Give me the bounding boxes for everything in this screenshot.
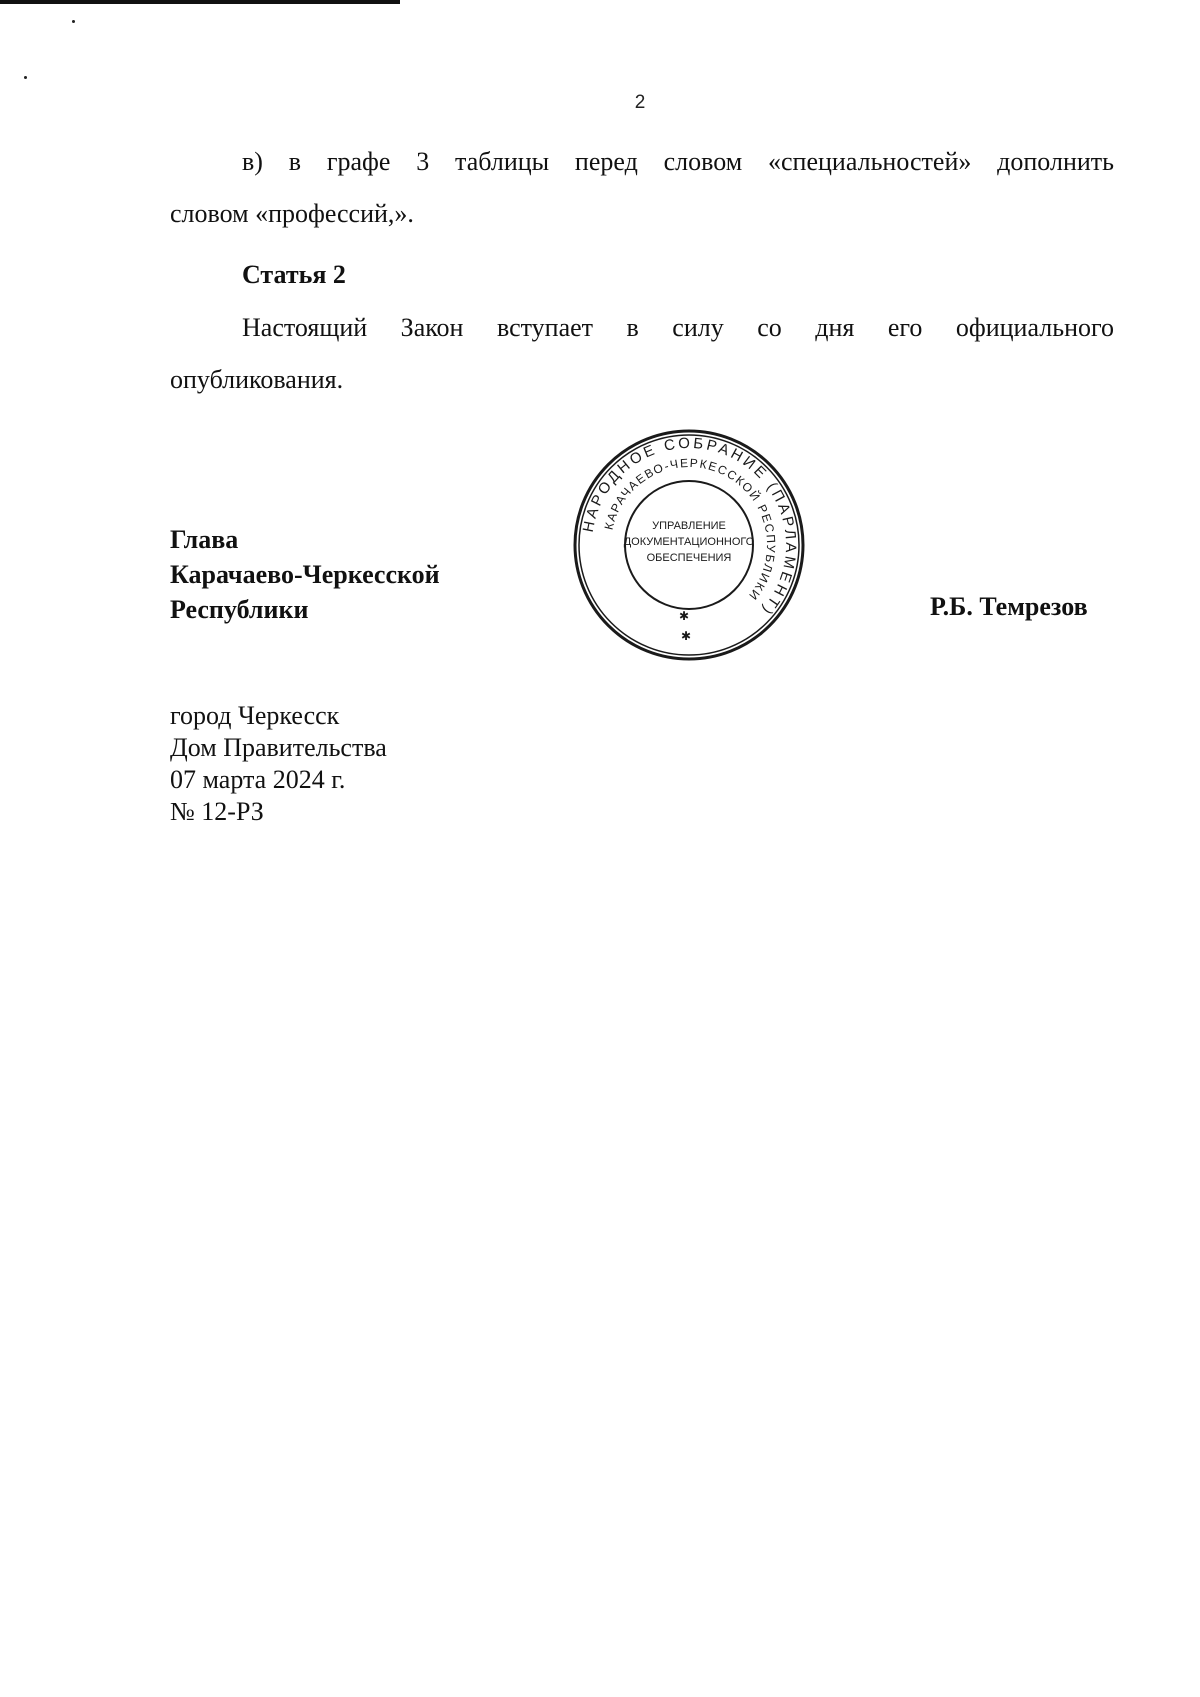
document-date: 07 марта 2024 г. [170, 765, 346, 794]
paragraph-line: Настоящий Закон вступает в силу со дня его официального [242, 313, 1114, 342]
signer-name: Р.Б. Темрезов [930, 592, 1088, 621]
paragraph-line: словом «профессий,». [170, 199, 414, 228]
seal-center-line: УПРАВЛЕНИЕ [652, 520, 726, 532]
paragraph-line: в) в графе 3 таблицы перед словом «специальностей» дополнить [242, 147, 1114, 176]
signatory-title [170, 522, 440, 627]
scan-speck [24, 76, 27, 79]
seal-center-line: ОБЕСПЕЧЕНИЯ [646, 552, 732, 564]
star-icon: ✱ [680, 629, 692, 643]
signatory-title-line: Карачаево-Черкесской [170, 560, 440, 589]
seal-outer-text: НАРОДНОЕ СОБРАНИЕ (ПАРЛАМЕНТ) [579, 434, 800, 620]
document-number: № 12-РЗ [170, 797, 264, 826]
scan-speck [72, 20, 75, 23]
city: город Черкесск [170, 701, 340, 730]
page-number: 2 [634, 92, 646, 113]
official-seal [572, 428, 806, 662]
article-text [170, 302, 1114, 406]
paragraph-line: опубликования. [170, 365, 344, 394]
seal-center-line: ДОКУМЕНТАЦИОННОГО [623, 536, 755, 548]
star-icon: ✱ [678, 609, 690, 623]
place-and-date-block [170, 700, 387, 828]
signatory-title-line: Республики [170, 595, 309, 624]
building: Дом Правительства [170, 733, 387, 762]
signatory-title-line: Глава [170, 525, 239, 554]
article-heading: Статья 2 [242, 260, 346, 289]
seal-inner-text: КАРАЧАЕВО-ЧЕРКЕССКОЙ РЕСПУБЛИКИ [601, 455, 779, 604]
scan-edge-artifact [0, 0, 400, 4]
paragraph-amendment-c [170, 136, 1114, 240]
